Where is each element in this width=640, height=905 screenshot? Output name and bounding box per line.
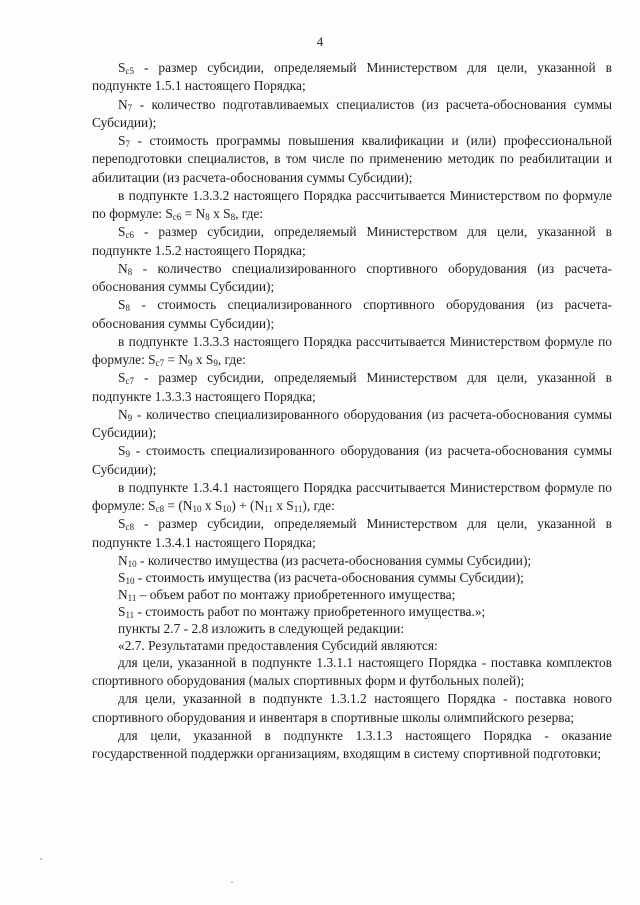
subscript-index: c6 (125, 230, 134, 241)
paragraph-p16 (92, 586, 612, 603)
paragraph-p15 (92, 569, 612, 586)
text-run: для цели, указанной в подпункте 1.3.1.3 настоящего Порядка - оказание государственной поддержки организациям, входящим в систему спортивной подготовки; (92, 727, 612, 761)
text-run: ), где: (302, 498, 335, 513)
text-run: пункты 2.7 - 2.8 изложить в следующей редакции: (118, 620, 405, 636)
paragraph-p5 (92, 223, 612, 260)
paragraph-p12 (92, 479, 612, 516)
text-run: S (118, 297, 126, 313)
subscript-index: 8 (205, 212, 210, 222)
text-run: S (118, 603, 126, 619)
paragraph-p4 (92, 187, 612, 224)
subscript-index: 9 (188, 358, 193, 368)
text-run: - стоимость специализированного оборудования (из расчета-обоснования суммы Субсидии); (92, 443, 612, 477)
text-run: для цели, указанной в подпункте 1.3.1.2 настоящего Порядка - поставка нового спортивного оборудования и инвентаря в спортивные школы олимпийского резерва; (92, 691, 612, 725)
subscript-index: 11 (293, 504, 303, 514)
page-number: 4 (316, 34, 324, 49)
subscript-index: 8 (127, 266, 133, 277)
text-run: - стоимость работ по монтажу приобретенного имущества.»; (134, 603, 486, 619)
text-run: - количество имущества (из расчета-обоснования суммы Субсидии); (136, 552, 532, 568)
subscript-index: c7 (155, 358, 165, 368)
paragraph-p14 (92, 552, 612, 569)
paragraph-p18 (92, 620, 612, 637)
document-body (92, 59, 612, 763)
subscript-index: c7 (125, 376, 134, 387)
paragraph-p3 (92, 132, 612, 187)
paragraph-p13 (92, 515, 612, 552)
text-run: - стоимость специализированного спортивного оборудования (из расчета-обоснования суммы Субсидии); (92, 297, 612, 331)
subscript-index: 9 (125, 449, 130, 460)
text-run: S (118, 569, 126, 585)
subscript-index: 11 (125, 609, 135, 620)
text-run: - количество специализированного спортивного оборудования (из расчета-обоснования суммы Субсидии); (92, 260, 612, 294)
paragraph-p8 (92, 333, 612, 370)
text-run: x S (201, 498, 223, 513)
paragraph-p11 (92, 442, 612, 479)
text-run: x S (192, 352, 214, 367)
subscript-index: 9 (127, 412, 133, 423)
text-run: «2.7. Результатами предоставления Субсидий являются: (118, 637, 438, 653)
subscript-index: 10 (192, 504, 202, 514)
text-run: N (118, 552, 128, 568)
paragraph-p1 (92, 59, 612, 96)
paragraph-p7 (92, 296, 612, 333)
text-run: = (N (164, 498, 193, 513)
text-run: S (118, 224, 126, 240)
text-run: S (118, 370, 126, 386)
text-run: ) + (N (231, 498, 265, 513)
subscript-index: 7 (125, 139, 130, 149)
subscript-index: c6 (172, 212, 182, 222)
paragraph-p9 (92, 369, 612, 406)
text-run: S (118, 443, 126, 459)
text-run: = N (164, 352, 189, 367)
text-run: - размер субсидии, определяемый Министерством для цели, указанной в подпункте 1.5.2 настоящего Порядка; (92, 224, 612, 258)
subscript-index: 10 (127, 558, 137, 569)
text-run: в подпункте 1.3.4.1 настоящего Порядка рассчитывается Министерством формуле по формуле: S (92, 479, 612, 513)
subscript-index: c8 (155, 504, 165, 514)
subscript-index: 8 (125, 303, 130, 314)
scan-speck (40, 858, 42, 860)
paragraph-p20 (92, 654, 612, 691)
text-run: - размер субсидии, определяемый Министерством для цели, указанной в подпункте 1.3.3.3 настоящего Порядка; (92, 370, 612, 404)
text-run: - стоимость программы повышения квалификации и (или) профессиональной переподготовки специалистов, в том числе по применению методик по реабилитации и абилитации (из расчета-обоснования суммы Субсидии); (92, 133, 612, 185)
paragraph-p6 (92, 260, 612, 297)
scan-speck (231, 881, 233, 883)
text-run: , где: (235, 206, 264, 221)
text-run: S (118, 516, 126, 532)
subscript-index: 11 (264, 504, 273, 514)
text-run: N (118, 586, 128, 602)
text-run: - размер субсидии, определяемый Министерством для цели, указанной в подпункте 1.3.4.1 настоящего Порядка; (92, 516, 612, 550)
paragraph-p19 (92, 637, 612, 654)
text-run: x S (209, 206, 231, 221)
text-run: - размер субсидии, определяемый Министерством для цели, указанной в подпункте 1.5.1 настоящего Порядка; (92, 60, 612, 94)
subscript-index: 10 (125, 575, 135, 586)
text-run: S (118, 133, 126, 148)
subscript-index: 7 (127, 102, 133, 113)
text-run: для цели, указанной в подпункте 1.3.1.1 настоящего Порядка - поставка комплектов спортивного оборудования (малых спортивных форм и футбольных полей); (92, 654, 612, 688)
text-run: N (118, 406, 128, 422)
text-run: , где: (217, 352, 246, 367)
subscript-index: 11 (127, 592, 137, 603)
text-run: = N (181, 206, 206, 221)
subscript-index: 9 (213, 358, 218, 368)
text-run: в подпункте 1.3.3.2 настоящего Порядка рассчитывается Министерством по формуле по формуле: S (92, 187, 612, 221)
text-run: – объем работ по монтажу приобретенного имущества; (136, 586, 456, 602)
subscript-index: 10 (222, 504, 232, 514)
text-run: N (118, 96, 128, 112)
text-run: - количество специализированного оборудования (из расчета-обоснования суммы Субсидии); (92, 406, 612, 440)
subscript-index: c8 (125, 522, 134, 533)
text-run: S (118, 60, 126, 75)
paragraph-p21 (92, 690, 612, 727)
subscript-index: c5 (125, 66, 134, 76)
text-run: - стоимость имущества (из расчета-обоснования суммы Субсидии); (134, 569, 524, 585)
text-run: x S (272, 498, 294, 513)
paragraph-p22 (92, 727, 612, 764)
paragraph-p17 (92, 603, 612, 620)
text-run: N (118, 260, 128, 276)
subscript-index: 8 (230, 212, 236, 222)
paragraph-p10 (92, 406, 612, 443)
paragraph-p2 (92, 96, 612, 133)
text-run: в подпункте 1.3.3.3 настоящего Порядка рассчитывается Министерством формуле по формуле: S (92, 333, 612, 367)
text-run: - количество подготавливаемых специалистов (из расчета-обоснования суммы Субсидии); (92, 96, 612, 130)
